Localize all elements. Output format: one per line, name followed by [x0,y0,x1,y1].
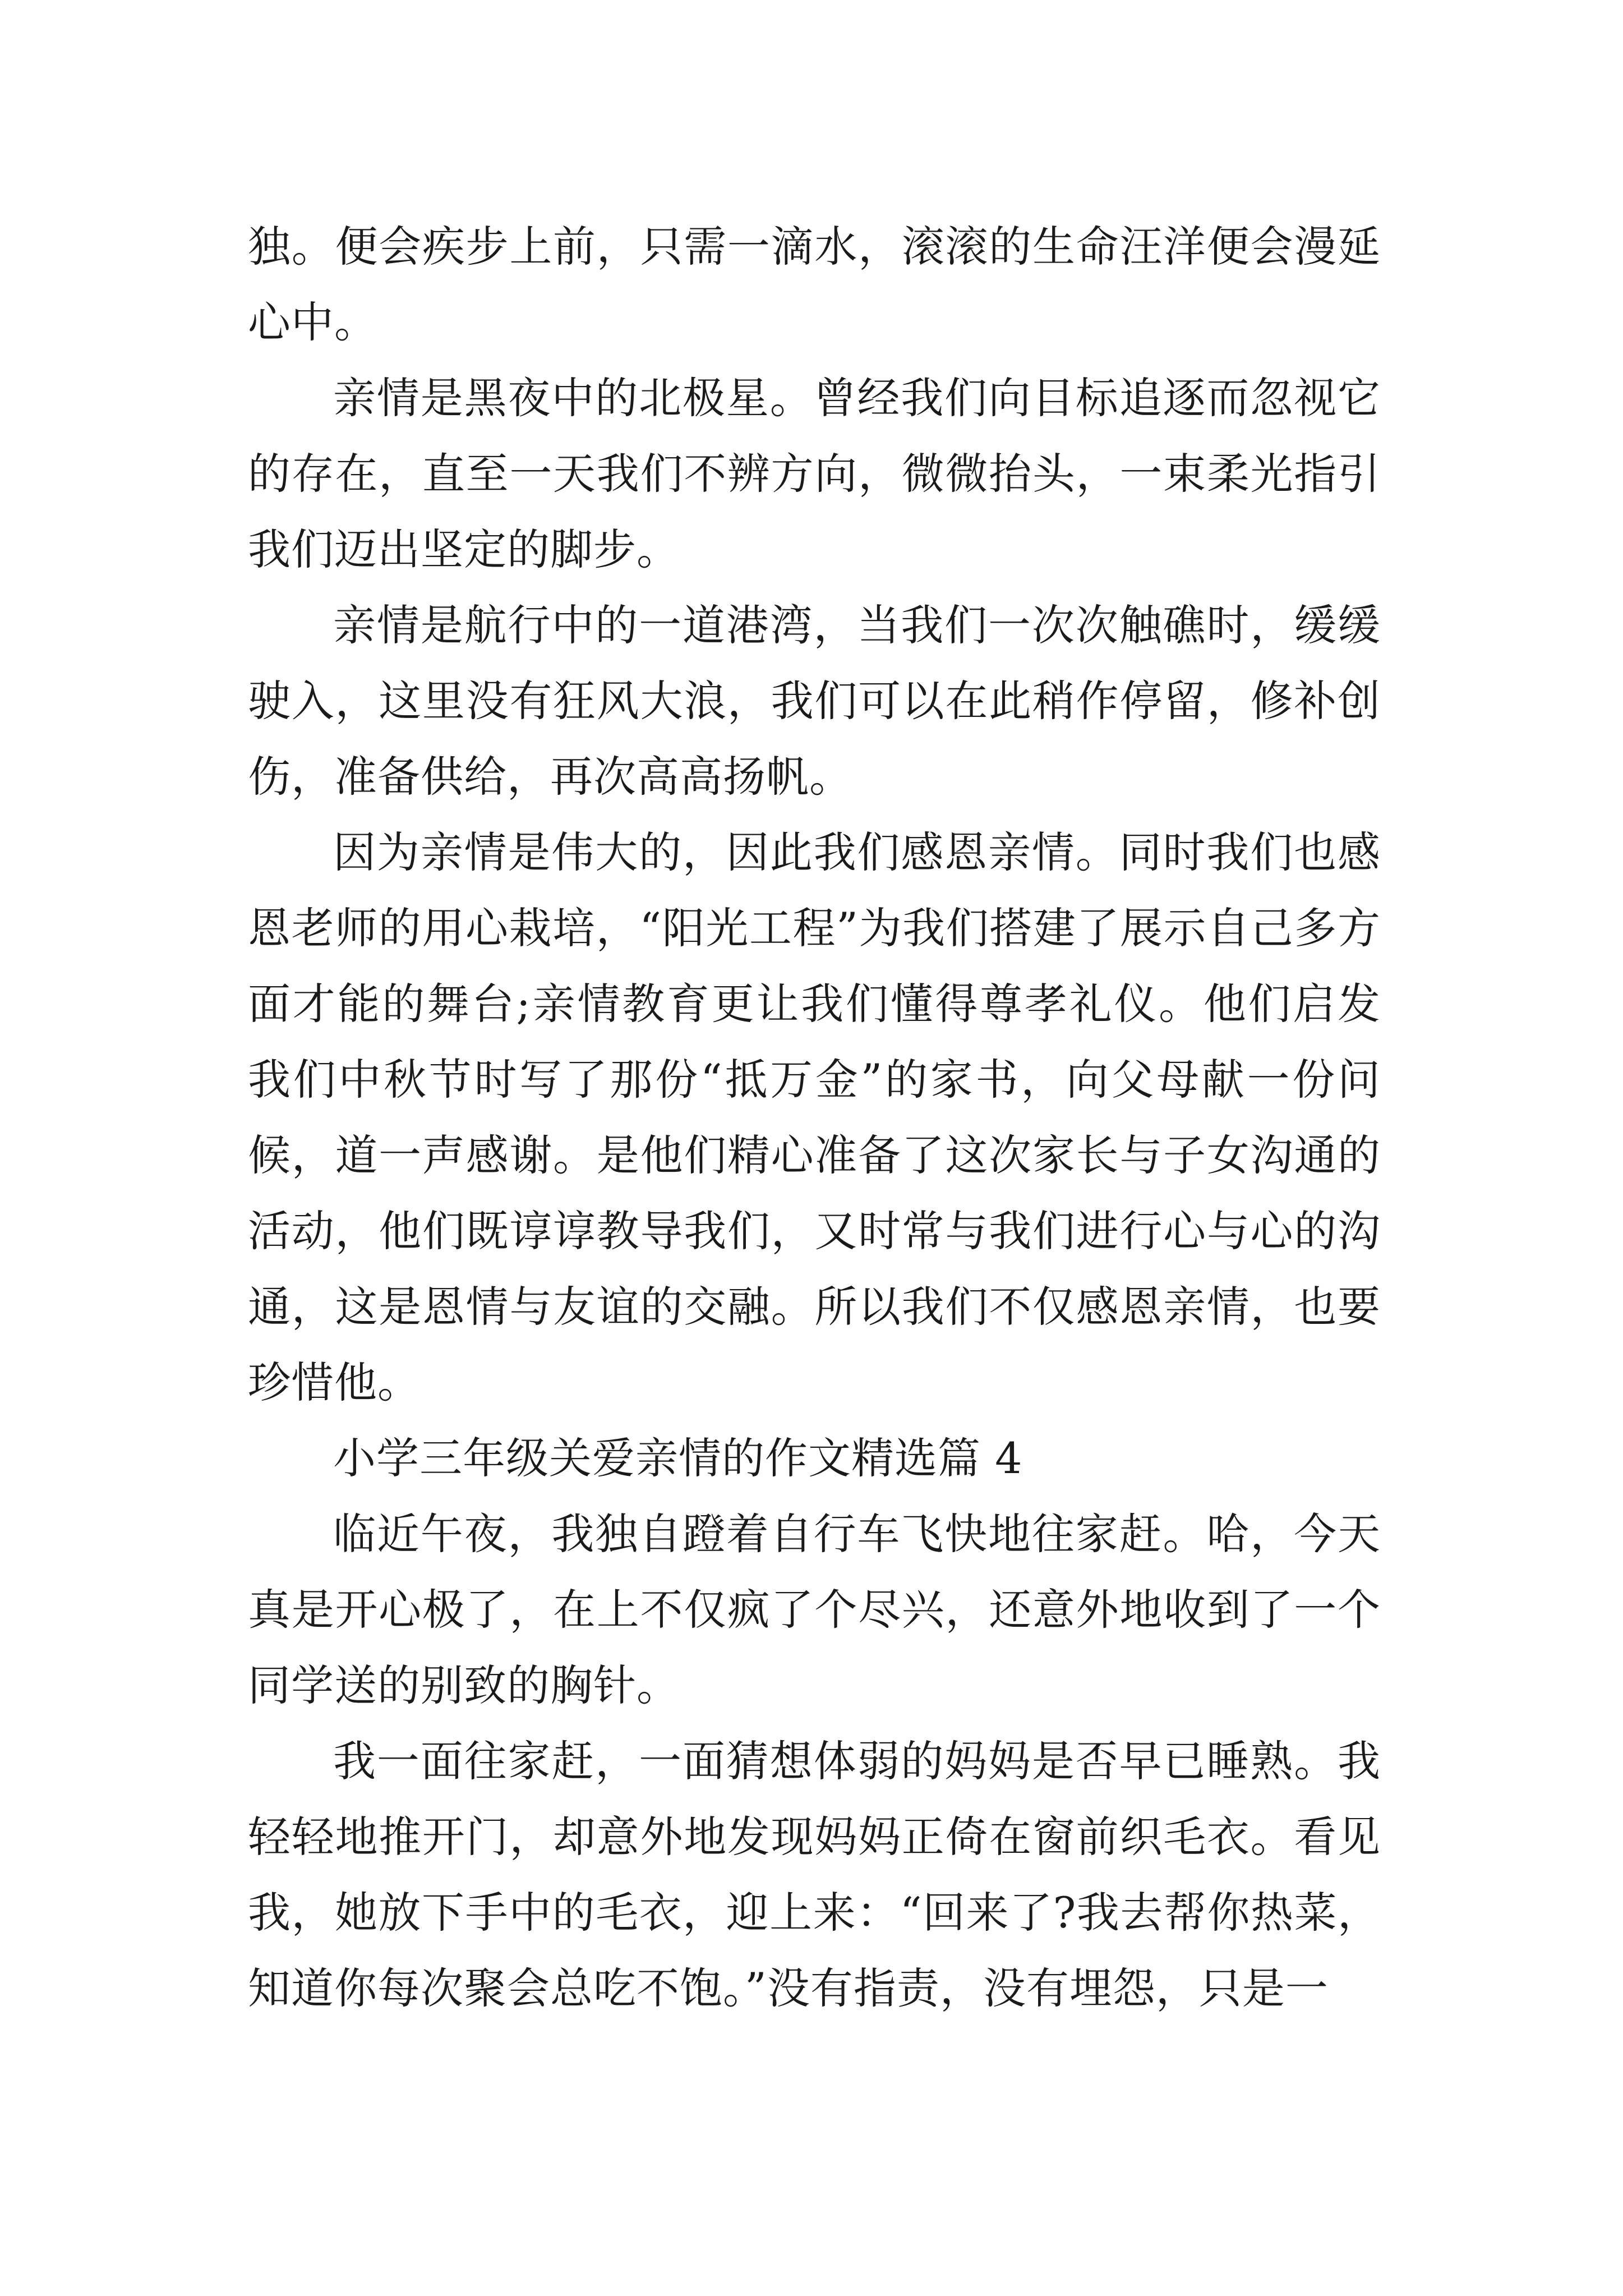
document-body [248,209,1381,2026]
section-heading: 小学三年级关爱亲情的作文精选篇 4 [333,1433,1023,1483]
paragraph-mother: 我一面往家赶，一面猜想体弱的妈妈是否早已睡熟。我轻轻地推开门，却意外地发现妈妈正倚在窗前织毛衣。看见我，她放下手中的毛衣，迎上来：“回来了?我去帮你热菜，知道你每次聚会总吃不饱。”没有指责，没有埋怨，只是一 [248,1736,1381,2013]
paragraph-continuation: 独。便会疾步上前，只需一滴水，滚滚的生命汪洋便会漫延心中。 [248,222,1381,347]
paragraph-gratitude: 因为亲情是伟大的，因此我们感恩亲情。同时我们也感恩老师的用心栽培，“阳光工程”为我们搭建了展示自己多方面才能的舞台;亲情教育更让我们懂得尊孝礼仪。他们启发我们中秋节时写了那份“抵万金”的家书，向父母献一份问候，道一声感谢。是他们精心准备了这次家长与子女沟通的活动，他们既谆谆教导我们，又时常与我们进行心与心的沟通，这是恩情与友谊的交融。所以我们不仅感恩亲情，也要珍惜他。 [248,827,1381,1407]
paragraph-harbor: 亲情是航行中的一道港湾，当我们一次次触礁时，缓缓驶入，这里没有狂风大浪，我们可以在此稍作停留，修补创伤，准备供给，再次高高扬帆。 [248,600,1381,802]
paragraph-north-star: 亲情是黑夜中的北极星。曾经我们向目标追逐而忽视它的存在，直至一天我们不辨方向，微微抬头，一束柔光指引我们迈出坚定的脚步。 [248,373,1381,574]
paragraph-midnight: 临近午夜，我独自蹬着自行车飞快地往家赶。哈，今天真是开心极了，在上不仅疯了个尽兴，还意外地收到了一个同学送的别致的胸针。 [248,1509,1381,1710]
